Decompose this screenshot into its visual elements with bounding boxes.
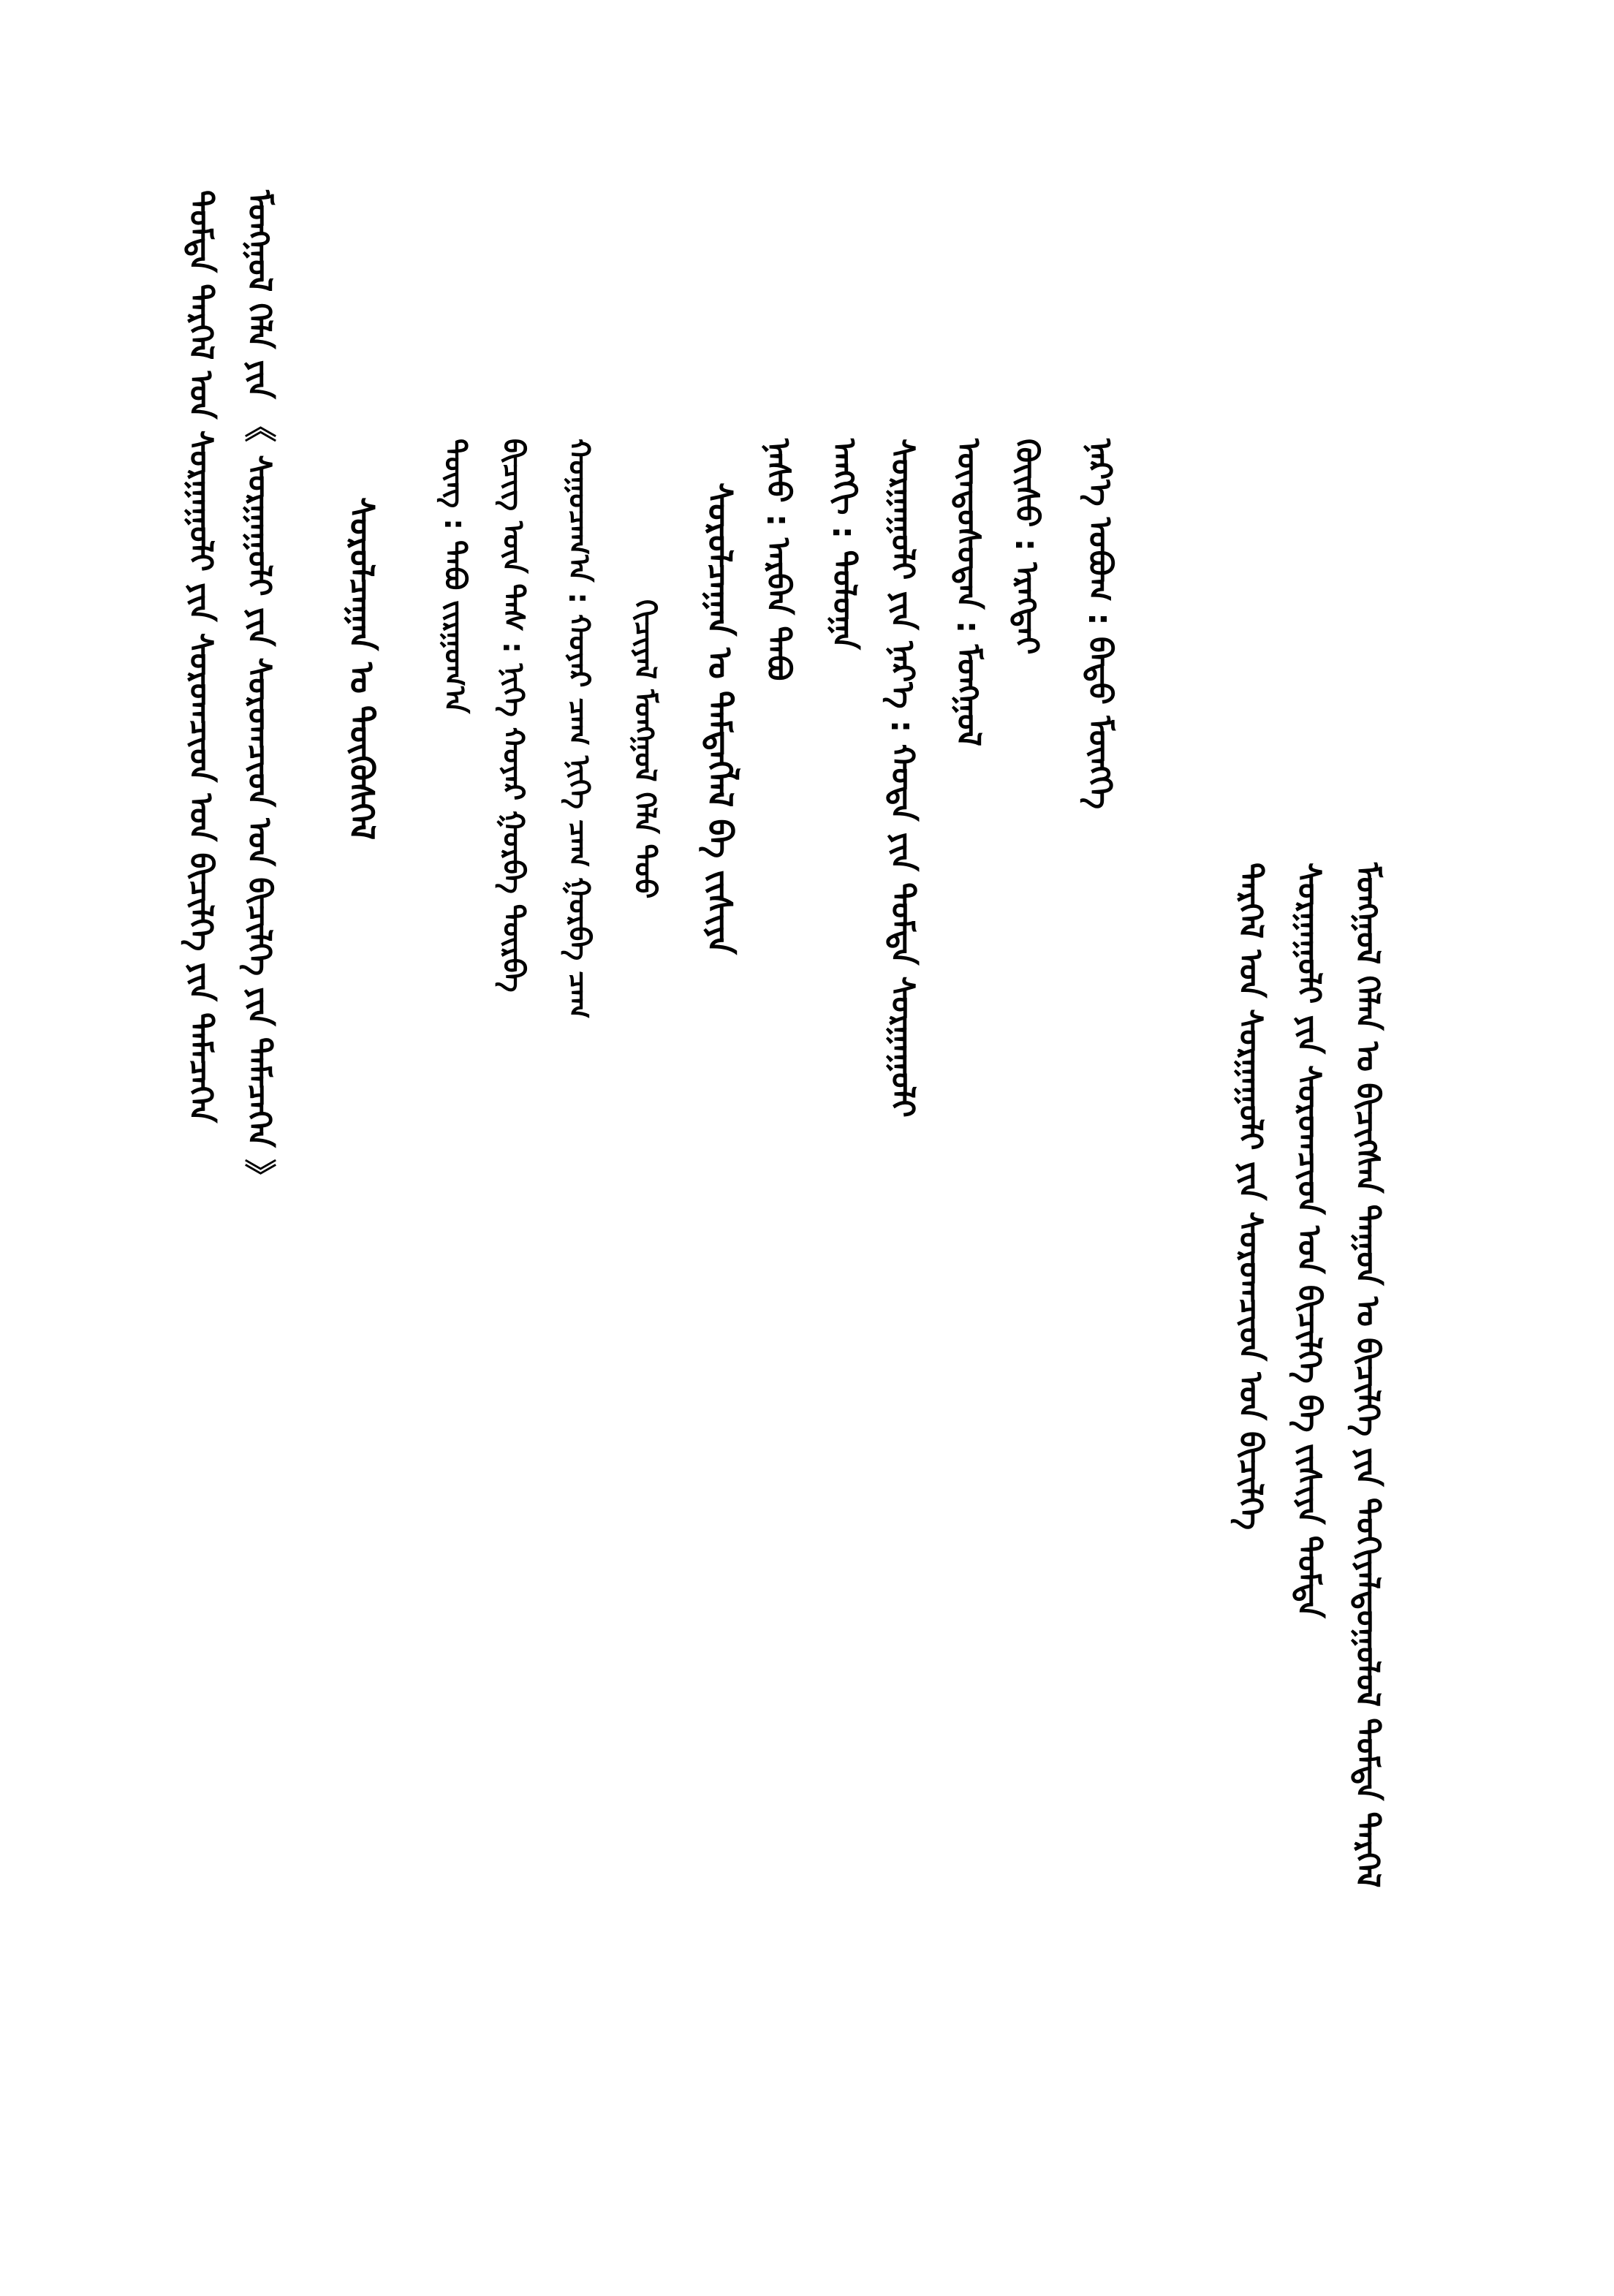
footer-line-1: ᠮᠣᠩᠭᠣᠯ ᠬᠡᠯᠡ ᠶᠢᠨ 《 ᠰᠤᠷᠭᠠᠭᠤᠯᠢ ᠶᠢᠨ ᠰᠤᠷᠤᠭᠴᠢᠳ ᠤᠨ ᠪᠢᠴᠢᠯᠭᠡ ᠶᠢᠨ ᠲᠡᠮᠡᠴᠡᠭᠡᠨ 》 xyxy=(240,190,278,1192)
table-line-1: ᠬᠢᠴᠢᠶᠡᠯ ᠮᠣᠩᠭᠣᠯ ᠬᠡᠯᠡ ᠳᠣᠣ xyxy=(628,599,662,899)
info-grade: ᠠᠩᠭᠢ : ᠳᠣᠯᠣᠭᠠ xyxy=(825,439,863,650)
table-line-2: ᠬᠤᠭᠤᠴᠠᠭ᠎ᠠ : ᠬᠣᠶᠠᠷ ᠴᠠᠭ ᠨᠢᠭᠡ ᠴᠠᠭ ᠭᠤᠷᠪᠠ ᠴᠠᠭ xyxy=(562,439,596,1019)
intro-line-1: ᠮᠣᠩᠭᠣᠯ ᠬᠡᠯᠡᠨ ᠤ ᠪᠢᠴᠢᠭᠰᠡᠨ ᠳᠠᠭᠤᠨ ᠤ ᠪᠢᠴᠢᠯᠭᠡ ᠶᠢᠨ ᠲᠣᠬᠢᠶᠠᠯᠳᠤᠭᠤᠯᠤᠯ ᠳᠤᠮᠳᠠ ᠲᠡᠷᠭᠡᠯ xyxy=(1349,863,1386,1888)
info-school: ᠰᠤᠷᠭᠠᠭᠤᠯᠢ ᠶᠢᠨ ᠨᠡᠷ᠎ᠡ : ᠬᠣᠲᠠ ᠶᠢᠨ ᠳᠤᠮᠳᠠ ᠰᠤᠷᠭᠠᠭᠤᠯᠢ xyxy=(884,439,921,1118)
intro-line-3: ᠲᠡᠷᠭᠡᠯ ᠤᠨ ᠰᠤᠷᠭᠠᠭᠤᠯᠢ ᠶᠢᠨ ᠰᠤᠷᠤᠭᠴᠢᠳ ᠤᠨ ᠪᠢᠴᠢᠯᠭᠡ xyxy=(1232,863,1269,1531)
footer-line-2: ᠳᠤᠮᠳᠠ ᠲᠡᠷᠭᠡᠯ ᠤᠨ ᠰᠤᠷᠭᠠᠭᠤᠯᠢ ᠶᠢᠨ ᠰᠤᠷᠤᠭᠴᠢᠳ ᠤᠨ ᠪᠢᠴᠢᠯᠭᠡ ᠶᠢᠨ ᠲᠡᠮᠡᠴᠡᠭᠡᠨ xyxy=(182,190,219,1124)
intro-line-2: ᠰᠤᠷᠭᠠᠭᠤᠯᠢ ᠶᠢᠨ ᠰᠤᠷᠤᠭᠴᠢᠳ ᠤᠨ ᠪᠢᠴᠢᠯᠭᠡ ᠪᠠ ᠵᠢᠱᠢᠶᠡ ᠳᠤᠮᠳᠠ xyxy=(1290,863,1327,1618)
info-ethnicity: ᠦᠨᠳᠦᠰᠦᠲᠡᠨ : ᠮᠣᠩᠭᠣᠯ xyxy=(950,439,987,746)
info-name: ᠨᠡᠷ᠎ᠡ ᠣᠪᠣᠭ : ᠪᠠᠲᠤ ᠮᠥᠩᠬᠡ xyxy=(1081,439,1118,810)
closing-label: ᠰᠤᠷᠤᠯᠴᠠᠭᠠᠨ ᠤ ᠲᠦᠭᠦᠰᠬᠡᠯ xyxy=(342,497,382,841)
section-title: ᠰᠤᠷᠤᠯᠴᠠᠭᠠᠨ ᠤ ᠲᠡᠮᠳᠡᠭᠯᠡᠯ ᠪᠠ ᠵᠢᠱᠢᠶᠡ xyxy=(700,482,740,955)
info-gender: ᠬᠦᠢᠰᠦ : ᠡᠷᠡᠭᠲᠡᠢ xyxy=(1008,439,1045,655)
info-age: ᠨᠠᠰᠤ : ᠠᠷᠪᠠᠨ ᠲᠠᠪᠤ xyxy=(759,439,797,681)
table-line-4: ᠳᠦᠩ : ᠲᠠᠪᠤ ᠵᠢᠷᠭᠤᠭ᠎ᠠ xyxy=(438,439,471,714)
table-line-3: ᠪᠢᠴᠢᠭ ᠦᠨ ᠳᠡᠰ : ᠨᠢᠭᠡ ᠬᠣᠶᠠᠷ ᠭᠤᠷᠪᠠ ᠳᠥᠷᠪᠡ xyxy=(496,439,530,993)
